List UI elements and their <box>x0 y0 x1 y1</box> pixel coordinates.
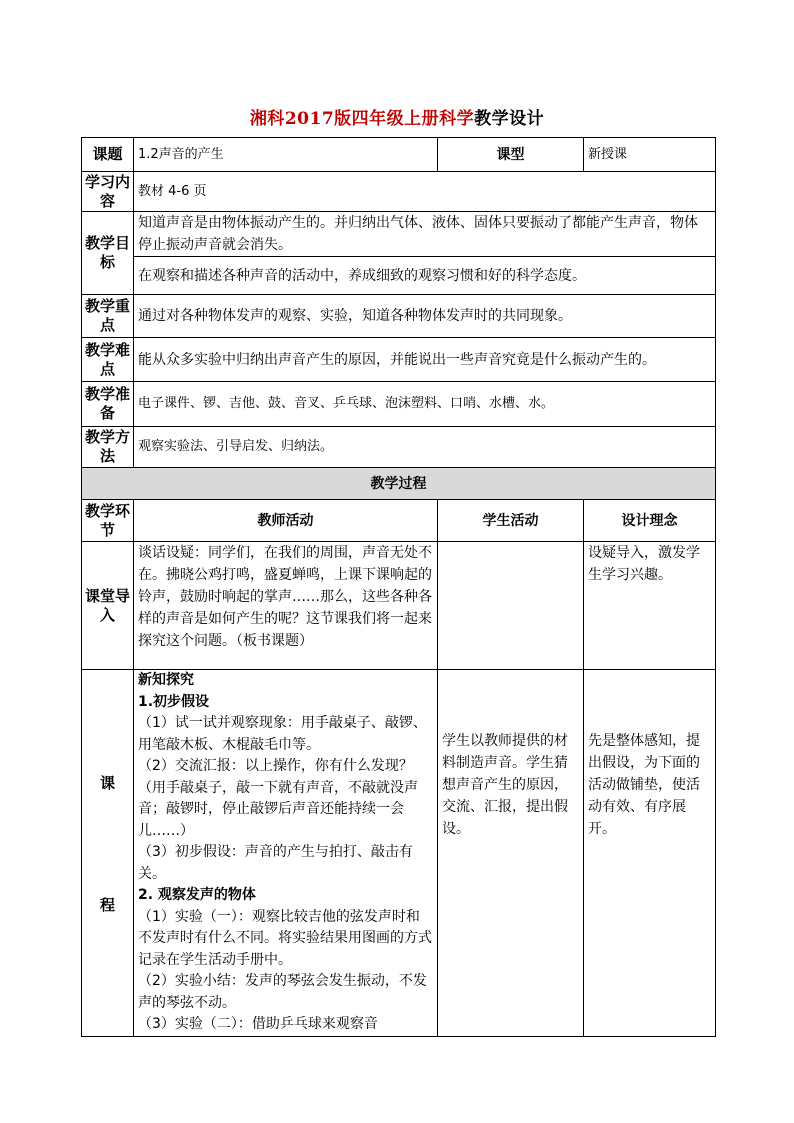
process-student: 学生以教师提供的材料制造声音。学生猜想声音产生的原因，交流、汇报，提出假设。 <box>438 670 584 1037</box>
label-prepare: 教学准备 <box>82 382 134 427</box>
process-para-7: （2）实验小结：发声的琴弦会发生振动，不发声的琴弦不动。 <box>138 973 427 1011</box>
row-goal-2 <box>82 257 716 295</box>
row-intro <box>82 542 716 670</box>
value-key: 通过对各种物体发声的观察、实验，知道各种物体发声时的共同现象。 <box>134 295 716 338</box>
title-black: 教学设计 <box>474 109 545 129</box>
label-key: 教学重点 <box>82 295 134 338</box>
process-para-4: （3）初步假设：声音的产生与拍打、敲击有关。 <box>138 844 413 882</box>
lesson-plan-table <box>81 137 716 1037</box>
row-method <box>82 427 716 468</box>
row-process-header <box>82 468 716 500</box>
label-method: 教学方法 <box>82 427 134 468</box>
col-teacher: 教师活动 <box>134 500 438 542</box>
process-para-5: 2. 观察发声的物体 <box>138 887 256 903</box>
label-goal: 教学目标 <box>82 212 134 295</box>
label-intro: 课堂导入 <box>82 542 134 670</box>
col-student: 学生活动 <box>438 500 584 542</box>
row-topic <box>82 138 716 172</box>
col-idea: 设计理念 <box>584 500 716 542</box>
process-header: 教学过程 <box>82 468 716 500</box>
label-type: 课型 <box>438 138 584 172</box>
row-goal-1 <box>82 212 716 257</box>
intro-student <box>438 542 584 670</box>
label-content: 学习内容 <box>82 172 134 212</box>
process-para-1: 1.初步假设 <box>138 693 210 710</box>
intro-teacher: 谈话设疑：同学们，在我们的周围，声音无处不在。拂晓公鸡打鸣，盛夏蝉鸣，上课下课响起的铃声，鼓励时响起的掌声……那么，这些各种各样的声音是如何产生的呢？这节课我们将一起来探究这个问题。（板书课题） <box>134 542 438 670</box>
label-process-top: 课 <box>99 774 115 792</box>
col-stage: 教学环节 <box>82 500 134 542</box>
value-type: 新授课 <box>584 138 716 172</box>
label-process <box>82 670 134 1037</box>
row-process-cols <box>82 500 716 542</box>
label-topic: 课题 <box>82 138 134 172</box>
process-para-2: （1）试一试并观察现象：用手敲桌子、敲锣、用笔敲木板、木棍敲毛巾等。 <box>138 715 427 753</box>
value-goal-2: 在观察和描述各种声音的活动中，养成细致的观察习惯和好的科学态度。 <box>134 257 716 295</box>
process-para-3: （2）交流汇报：以上操作，你有什么发现？（用手敲桌子，敲一下就有声音，不敲就没声音；敲锣时，停止敲锣后声音还能持续一会儿……） <box>138 758 418 839</box>
process-para-6: （1）实验（一）：观察比较吉他的弦发声时和不发声时有什么不同。将实验结果用图画的方式记录在学生活动手册中。 <box>138 908 432 968</box>
row-process <box>82 670 716 1037</box>
process-idea: 先是整体感知，提出假设，为下面的活动做铺垫，使活动有效、有序展开。 <box>584 670 716 1037</box>
process-para-8: （3）实验（二）：借助乒乓球来观察音 <box>138 1016 378 1032</box>
row-prepare <box>82 382 716 427</box>
title-red: 湘科2017版四年级上册科学 <box>249 109 475 129</box>
value-method: 观察实验法、引导启发、归纳法。 <box>134 427 716 468</box>
row-key <box>82 295 716 338</box>
label-difficult: 教学难点 <box>82 338 134 382</box>
process-para-0: 新知探究 <box>138 672 194 688</box>
value-topic: 1.2声音的产生 <box>134 138 438 172</box>
value-prepare: 电子课件、锣、吉他、鼓、音叉、乒乓球、泡沫塑料、口哨、水槽、水。 <box>134 382 716 427</box>
row-content <box>82 172 716 212</box>
page-title <box>0 104 794 129</box>
process-teacher <box>134 670 438 1037</box>
intro-idea: 设疑导入，激发学生学习兴趣。 <box>584 542 716 670</box>
value-content: 教材 4-6 页 <box>134 172 716 212</box>
value-difficult: 能从众多实验中归纳出声音产生的原因，并能说出一些声音究竟是什么振动产生的。 <box>134 338 716 382</box>
label-process-bottom: 程 <box>99 896 115 914</box>
value-goal-1: 知道声音是由物体振动产生的。并归纳出气体、液体、固体只要振动了都能产生声音，物体停止振动声音就会消失。 <box>134 212 716 257</box>
row-difficult <box>82 338 716 382</box>
